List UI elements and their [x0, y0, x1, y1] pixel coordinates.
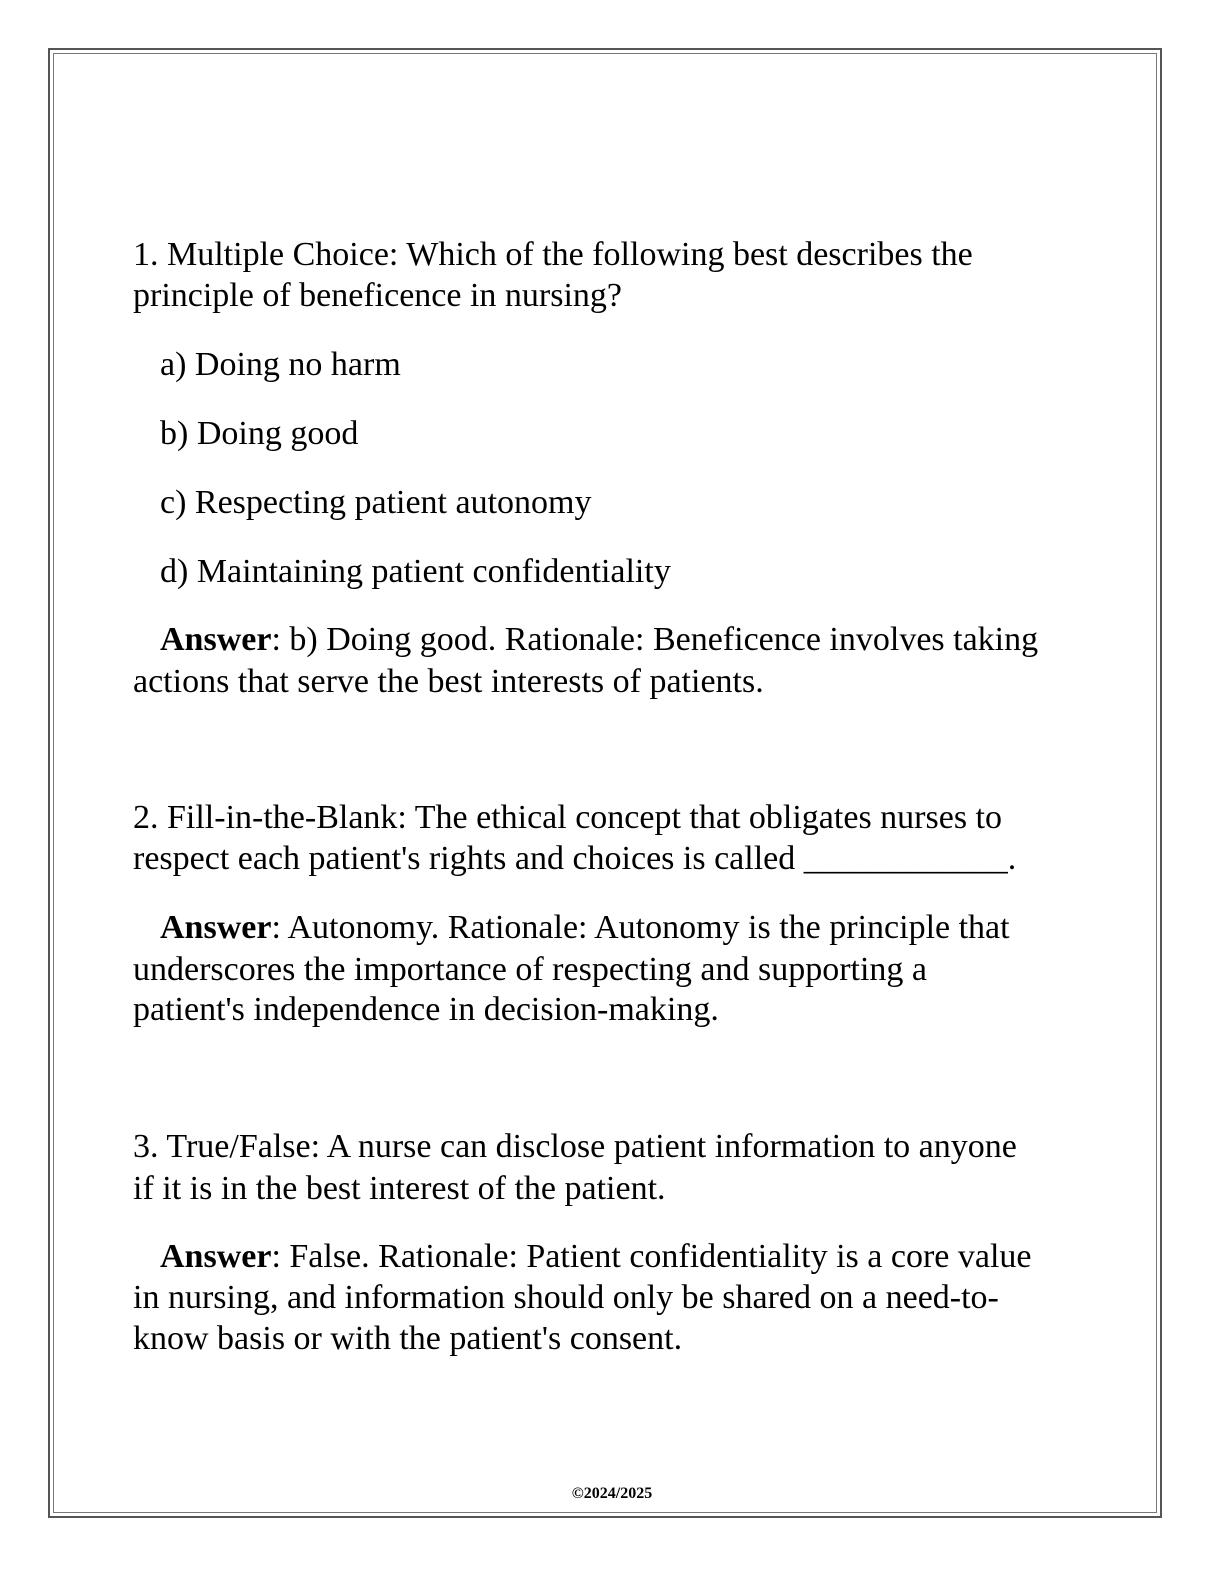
- q2-answer-text: : Autonomy. Rationale: Autonomy is the principle that: [271, 909, 1010, 946]
- q3-question-line-2: if it is in the best interest of the patient.: [133, 1170, 666, 1207]
- q2-answer-line-2: underscores the importance of respecting and supporting a: [133, 951, 928, 988]
- q1-option-d: d) Maintaining patient confidentiality: [160, 553, 671, 590]
- footer-copyright: ©2024/2025: [571, 1485, 653, 1502]
- q1-answer-line-1: [160, 619, 1038, 660]
- q1-answer-text: : b) Doing good. Rationale: Beneficence involves taking: [271, 621, 1039, 658]
- q3-answer-text: : False. Rationale: Patient confidentiality is a core value: [271, 1238, 1032, 1275]
- q3-question-line-1: 3. True/False: A nurse can disclose patient information to anyone: [133, 1128, 1017, 1165]
- q1-question-line-1: 1. Multiple Choice: Which of the following best describes the: [133, 236, 973, 273]
- q3-answer-line-2: in nursing, and information should only be shared on a need-to-: [133, 1279, 999, 1316]
- q1-option-c: c) Respecting patient autonomy: [160, 484, 592, 521]
- q1-answer-label: Answer: [160, 621, 272, 658]
- q1-option-b: b) Doing good: [160, 415, 359, 452]
- q3-answer-line-3: know basis or with the patient's consent.: [133, 1320, 683, 1357]
- q1-question-line-2: principle of beneficence in nursing?: [133, 277, 623, 314]
- q2-answer-label: Answer: [160, 909, 272, 946]
- q3-answer-label: Answer: [160, 1238, 272, 1275]
- q2-question-line-2: respect each patient's rights and choices is called ____________.: [133, 840, 1017, 877]
- q2-question-line-1: 2. Fill-in-the-Blank: The ethical concept that obligates nurses to: [133, 799, 1002, 836]
- q1-option-a: a) Doing no harm: [160, 346, 401, 383]
- q1-answer-line-2: actions that serve the best interests of patients.: [133, 663, 764, 700]
- q3-answer-line-1: [160, 1236, 1032, 1277]
- q2-answer-line-3: patient's independence in decision-making.: [133, 991, 719, 1028]
- q2-answer-line-1: [160, 907, 1010, 948]
